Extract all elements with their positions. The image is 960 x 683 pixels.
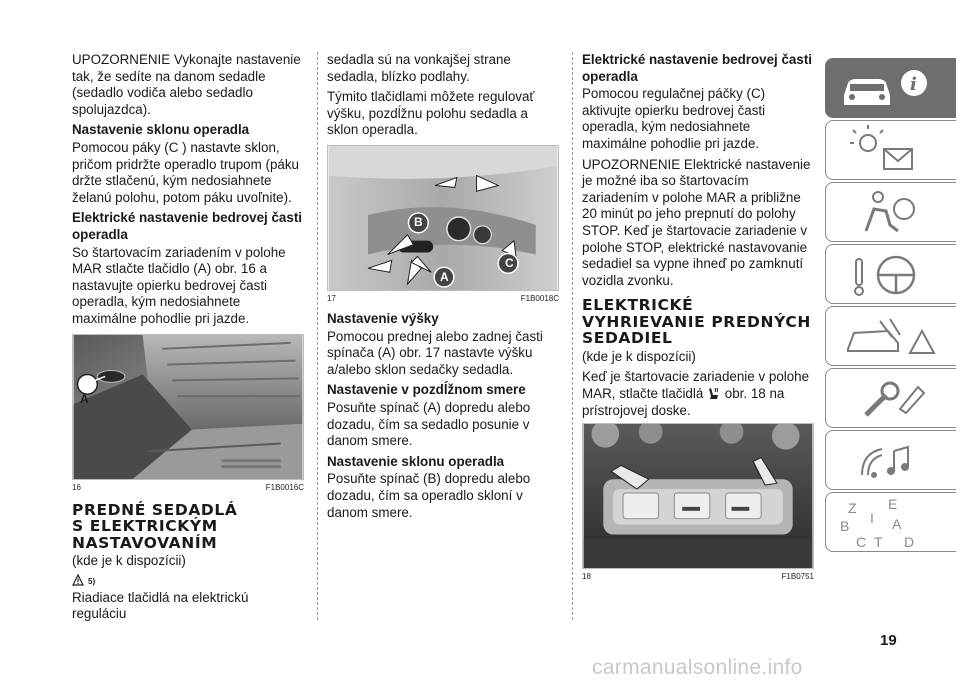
figure-16-letter-A: A <box>80 392 89 406</box>
availability-note: (kde je k dispozícii) <box>582 348 696 364</box>
figure-number: 17 <box>327 293 336 303</box>
paragraph-lumbar-lever: Pomocou regulačnej páčky (C) aktivujte opierku bedrovej časti operadla, kým nedosiahnete maximálne pohodlie pri jazde. <box>582 86 766 151</box>
heading-electric-lumbar: Elektrické nastavenie bedrovej časti operadla <box>582 52 812 84</box>
column-1 <box>72 52 304 627</box>
multimedia-icon <box>826 431 956 491</box>
paragraph-electric-lumbar: So štartovacím zariadením v polohe MAR stlačte tlačidlo (A) obr. 16 a nastavujte opierku bedrovej časti operadla, kým nedosiahnete maximálne pohodlie pri jazde. <box>72 244 286 326</box>
figure-18-caption <box>582 572 814 581</box>
figure-18 <box>582 423 814 581</box>
svg-text:B: B <box>840 518 850 534</box>
column-3 <box>582 52 814 585</box>
paragraph-controls-location: sedadla sú na vonkajšej strane sedadla, blízko podlahy. <box>327 52 511 84</box>
figure-code: F1B0016C <box>265 482 304 492</box>
tab-maintenance[interactable] <box>825 368 956 428</box>
paragraph-backrest-tilt: Pomocou páky (C ) nastavte sklon, pričom pridržte operadlo trupom (páku držte stlačenú, kým nedosiahnete želanú polohu, potom páku uvoľnite). <box>72 139 300 205</box>
heading-longitudinal: Nastavenie v pozdĺžnom smere <box>327 382 526 398</box>
warning-reference <box>72 574 304 586</box>
index-letters-icon <box>826 493 956 553</box>
figure-number: 18 <box>582 572 591 582</box>
figure-number: 16 <box>72 482 81 492</box>
svg-text:A: A <box>892 516 902 532</box>
car-warning-icon <box>826 307 956 367</box>
svg-text:D: D <box>904 534 915 550</box>
steering-wheel-icon <box>826 245 956 305</box>
svg-text:I: I <box>870 510 874 526</box>
tab-dashboard-lights[interactable] <box>825 120 956 180</box>
watermark: carmanualsonline.info <box>592 656 803 679</box>
airbag-safety-icon <box>826 183 956 243</box>
paragraph-controls-function: Týmito tlačidlami môžete regulovať výšku, pozdĺžnu polohu sedadla a sklon operadla. <box>327 89 535 138</box>
tab-safety[interactable] <box>825 182 956 242</box>
availability-note: (kde je k dispozícii) <box>72 553 186 568</box>
paragraph-longitudinal: Posuňte spínač (A) dopredu alebo dozadu, čím sa sedadlo posunie v danom smere. <box>327 399 531 449</box>
svg-text:E: E <box>888 496 898 512</box>
tab-emergency[interactable] <box>825 306 956 366</box>
paragraph-backrest: Posuňte spínač (B) dopredu alebo dozadu, čím sa operadlo skloní v danom smere. <box>327 471 531 520</box>
seat-heating-icon <box>707 387 721 401</box>
paragraph-warning-electric: UPOZORNENIE Elektrické nastavenie je možné iba so štartovacím zariadením v polohe MAR a približne 20 minút po jeho prepnutí do polohy STOP. Keď je štartovacie zariadenie v polohe STOP, elektrické nastavovanie sedadiel sa vypne ihneď po zamknutí vozidla zvonku. <box>582 156 811 288</box>
tab-car-info[interactable] <box>825 58 956 118</box>
figure-17-label-B: B <box>414 214 423 229</box>
figure-16-caption <box>72 483 304 492</box>
column-divider-1 <box>317 52 318 620</box>
heading-backrest: Nastavenie sklonu operadla <box>327 453 505 469</box>
figure-17-label-A: A <box>440 269 449 284</box>
section-title-electric-seats: PREDNÉ SEDADLÁ S ELEKTRICKÝM NASTAVOVANÍM <box>72 500 238 552</box>
tab-multimedia[interactable] <box>825 430 956 490</box>
heading-backrest-tilt: Nastavenie sklonu operadla <box>72 122 250 138</box>
car-info-icon <box>826 59 956 119</box>
figure-16 <box>72 334 304 492</box>
dashboard-buttons-photo <box>582 423 814 569</box>
maintenance-wrench-icon <box>826 369 956 429</box>
column-divider-2 <box>572 52 573 620</box>
svg-text:C: C <box>856 534 867 550</box>
figure-17 <box>327 145 559 303</box>
heading-electric-lumbar: Elektrické nastavenie bedrovej časti operadla <box>72 210 302 242</box>
figure-code: F1B0018C <box>520 293 559 303</box>
figure-17-caption <box>327 294 559 303</box>
tab-index[interactable] <box>825 492 956 552</box>
paragraph-heated-seats: Keď je štartovacie zariadenie v polohe MAR, stlačte tlačidlá obr. 18 na prístrojovej doske. <box>582 369 810 418</box>
section-title-heated-seats: ELEKTRICKÉ VYHRIEVANIE PREDNÝCH SEDADIEL <box>582 296 811 348</box>
page-number: 19 <box>880 632 897 649</box>
svg-text:Z: Z <box>848 500 857 516</box>
tab-starting-driving[interactable] <box>825 244 956 304</box>
heading-height: Nastavenie výšky <box>327 310 439 326</box>
dashboard-lights-icon <box>826 121 956 181</box>
paragraph-height: Pomocou prednej alebo zadnej časti spínača (A) obr. 17 nastavte výšku a/alebo sklon sedačky sedadla. <box>327 328 543 377</box>
warning-hand-icon <box>72 574 84 586</box>
svg-text:T: T <box>874 534 883 550</box>
figure-17-label-C: C <box>505 255 514 270</box>
paragraph-controls: Riadiace tlačidlá na elektrickú reguláciu <box>72 589 249 622</box>
figure-code: F1B0751 <box>781 572 814 582</box>
warning-number: 5) <box>88 576 96 586</box>
warning-paragraph: UPOZORNENIE Vykonajte nastavenie tak, že sedíte na danom sedadle (sedadlo vodiča alebo sedadlo spolujazdca). <box>72 52 301 117</box>
seat-lumbar-photo <box>72 334 304 480</box>
svg-text:i: i <box>910 74 917 95</box>
column-2 <box>327 52 559 525</box>
